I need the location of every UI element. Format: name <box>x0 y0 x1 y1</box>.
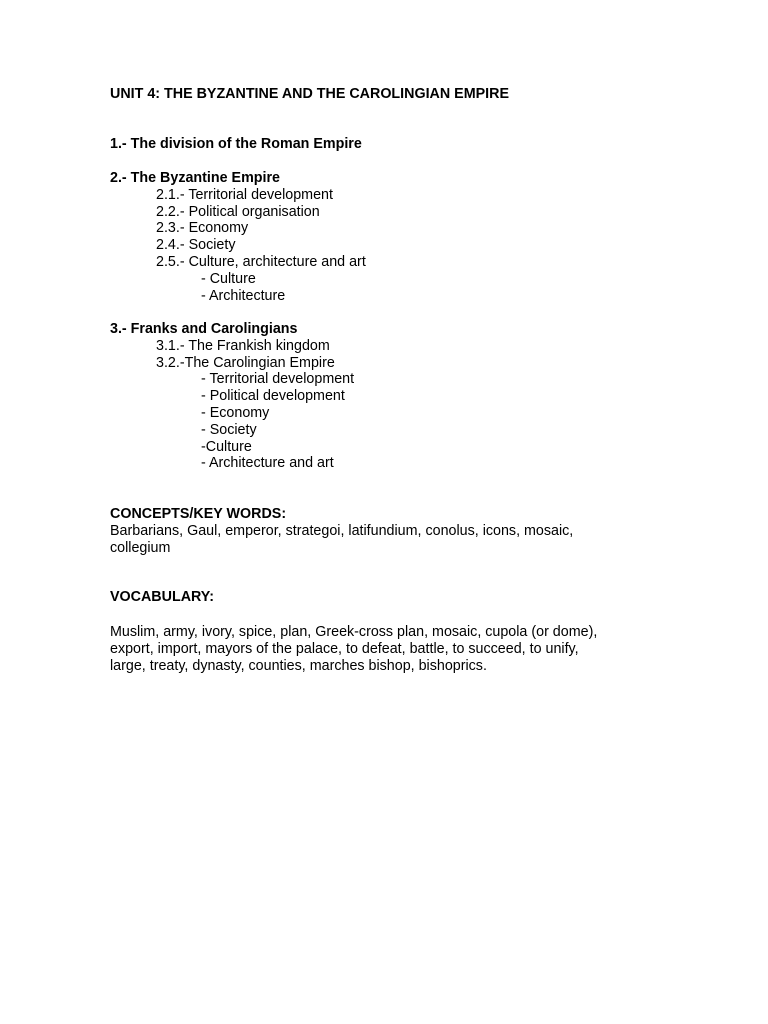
section-3 <box>110 321 750 472</box>
concepts-heading: CONCEPTS/KEY WORDS: <box>110 506 287 522</box>
list-item: 2.1.- Territorial development <box>156 186 333 203</box>
sub-list-item: -Culture <box>201 438 252 455</box>
sub-list-item: - Culture <box>201 270 256 287</box>
list-item: 2.3.- Economy <box>156 220 249 237</box>
section-2 <box>110 170 750 304</box>
section-3-heading: 3.- Franks and Carolingians <box>110 321 298 337</box>
vocabulary-section <box>110 589 750 606</box>
vocabulary-line: export, import, mayors of the palace, to defeat, battle, to succeed, to unify, <box>110 640 579 657</box>
list-item: 2.5.- Culture, architecture and art <box>156 253 366 270</box>
list-item: 2.2.- Political organisation <box>156 203 320 220</box>
vocabulary-line: Muslim, army, ivory, spice, plan, Greek-cross plan, mosaic, cupola (or dome), <box>110 624 598 640</box>
unit-title: UNIT 4: THE BYZANTINE AND THE CAROLINGIAN EMPIRE <box>110 86 509 102</box>
sub-list-item: - Architecture and art <box>201 455 334 472</box>
sub-list-item: - Architecture <box>201 287 286 304</box>
list-item: 3.2.-The Carolingian Empire <box>156 354 335 371</box>
concepts-section <box>110 506 750 556</box>
vocabulary-line: large, treaty, dynasty, counties, marches bishop, bishoprics. <box>110 657 487 674</box>
section-1 <box>110 136 750 153</box>
vocabulary-heading: VOCABULARY: <box>110 589 215 605</box>
vocabulary-list <box>110 624 750 674</box>
concepts-line: collegium <box>110 539 171 556</box>
sub-list-item: - Political development <box>201 388 345 405</box>
section-1-heading: 1.- The division of the Roman Empire <box>110 136 362 152</box>
sub-list-item: - Society <box>201 421 257 438</box>
section-2-heading: 2.- The Byzantine Empire <box>110 170 281 186</box>
list-item: 2.4.- Society <box>156 237 236 254</box>
list-item: 3.1.- The Frankish kingdom <box>156 337 330 354</box>
concepts-line: Barbarians, Gaul, emperor, strategoi, latifundium, conolus, icons, mosaic, <box>110 522 574 539</box>
sub-list-item: - Economy <box>201 404 270 421</box>
sub-list-item: - Territorial development <box>201 371 355 388</box>
